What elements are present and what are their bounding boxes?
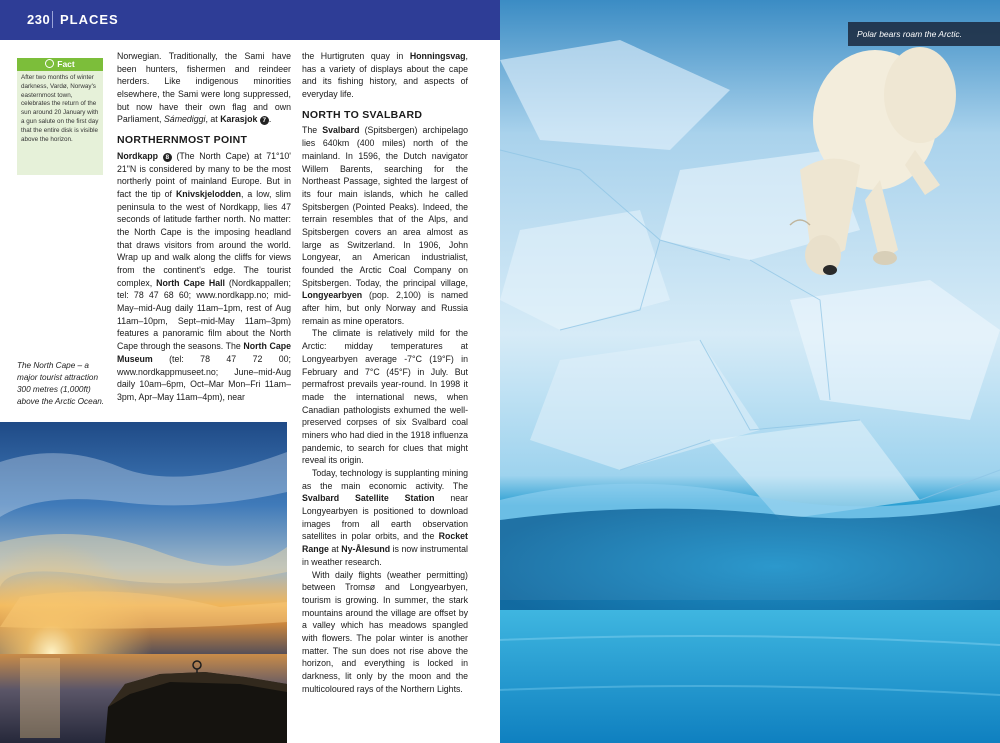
sami-paragraph: Norwegian. Traditionally, the Sami have been hunters, fishermen and reindeer herders. Like indigenous minorities elsewhere, the Sami were long suppressed, but now have their own flag and own Parliament, Sámediggi, at Karasjok 7 . xyxy=(117,51,291,125)
fact-title: Fact xyxy=(57,59,75,69)
svalbard-paragraph-3: Today, technology is supplanting mining as the main economic activity. The Svalbard Satellite Station near Longyearbyen is positioned to download images from all earth observation satellites in polar orbits, and the Rocket Range at Ny-Ålesund is now instrumental in weather research. xyxy=(302,468,468,567)
fact-box xyxy=(17,58,103,175)
section-title: PLACES xyxy=(60,12,119,27)
polar-bear-photo xyxy=(500,0,1000,743)
text-column-1 xyxy=(117,50,291,404)
running-header xyxy=(0,0,500,40)
svalbard-paragraph-4: With daily flights (weather permitting) between Tromsø and Longyearbyen, tourism is growing. In summer, the stark mountains around the village are offset by a valley which has meadows spangled with flowers. The polar winter is another matter. The sun does not rise above the horizon, and everything is locked in darkness, lit only by the moon and the multicoloured rays of the Northern Lights. xyxy=(302,569,468,694)
fact-text: After two months of winter darkness, Vardø, Norway's easternmost town, celebrates the return of the sun around 20 January with a gun salute on the first day that the entire disk is visible above the horizon. xyxy=(21,74,99,143)
nordkapp-paragraph: Nordkapp 8 (The North Cape) at 71°10' 21"N is considered by many to be the most northerly point of mainland Europe. But in fact the tip of Knivskjelodden, a low, slim peninsula to the west of Nordkapp, lies 47 seconds of latitude farther north. No matter: the North Cape is the imposing headland that draws visitors from around the world. Wrap up and walk along the cliffs for views from the continent's edge. The tourist complex, North Cape Hall (Nordkappallen; tel: 78 47 68 60; www.nordkapp.no; mid-May–mid-Aug daily 11am–1pm, rest of Aug 11am–10pm, Sept–mid-May 11am–3pm) features a panoramic film about the North Cape through the seasons. The North Cape Museum (tel: 78 47 72 00; www.nordkappmuseet.no; June–mid-Aug daily 10am–6pm, Oct–Mar Mon–Fri 11am–3pm, Apr–May 11am–4pm), near xyxy=(117,150,292,402)
fact-header xyxy=(17,58,103,71)
map-marker-icon: 8 xyxy=(163,153,172,162)
svalbard-paragraph-2: The climate is relatively mild for the Arctic: midday temperatures at Longyearbyen average -7°C (19°F) in February and 7°C (45°F) in July. But permafrost prevails year-round. In 1998 it made the international news, when Canadian pathologists exhumed the well-preserved corpses of six Svalbard coal miners who had died in the 1918 influenza pandemic, to search for clues that might reveal its origin. xyxy=(302,328,468,466)
info-icon xyxy=(45,59,54,68)
header-divider xyxy=(52,11,53,28)
map-marker-icon: 7 xyxy=(260,116,269,125)
north-cape-photo xyxy=(0,422,287,743)
heading-north-to-svalbard: NORTH TO SVALBARD xyxy=(302,108,423,121)
svalbard-paragraph-1: The Svalbard (Spitsbergen) archipelago lies 640km (400 miles) north of the mainland. In 1596, the Dutch navigator Willem Barents, searching for the Northeast Passage, sighted the largest of its four main islands, which he called Spitsbergen (Pointed Peaks). Indeed, the terrain resembles that of the Alps, and Spitsbergen covers an area almost as large as Switzerland. In 1906, John Longyear, an American industrialist, founded the Arctic Coal Company on Spitsbergen. Today, the principal village, Longyearbyen (pop. 2,100) is named after him, but only Norway and Russia remain as mine operators. xyxy=(302,125,468,326)
north-cape-caption: The North Cape – a major tourist attraction 300 metres (1,000ft) above the Arctic Ocean. xyxy=(17,361,105,406)
honningsvag-paragraph: the Hurtigruten quay in Honningsvag, has a variety of displays about the cape and its fishing history, and aspects of everyday life. xyxy=(302,51,468,100)
page-number: 230 xyxy=(27,12,51,27)
heading-northernmost-point: NORTHERNMOST POINT xyxy=(117,134,248,147)
polar-bear-caption: Polar bears roam the Arctic. xyxy=(848,22,1000,46)
text-column-2 xyxy=(302,50,468,695)
